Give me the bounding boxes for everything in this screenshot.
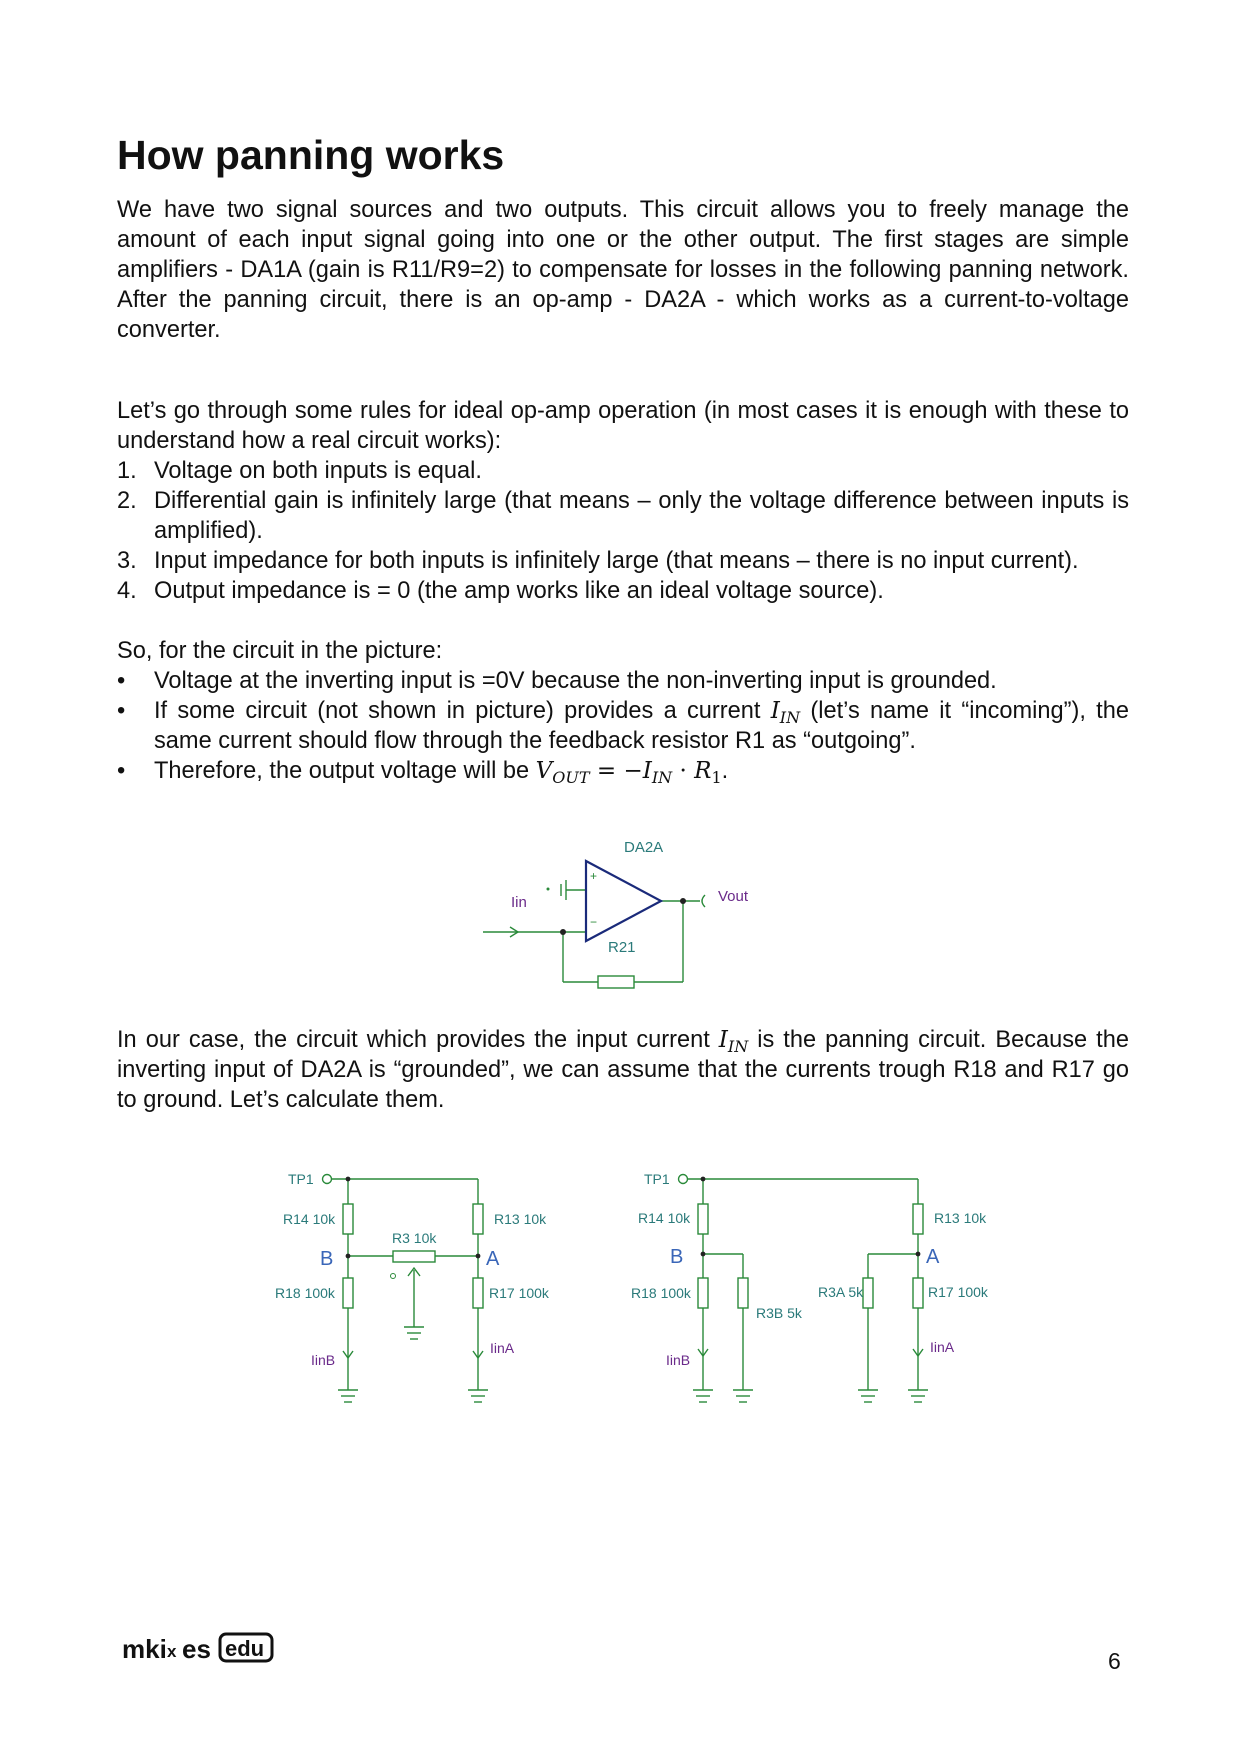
svg-text:es: es [182,1634,211,1664]
bullet-marker: • [117,758,126,784]
opamp-diagram [470,830,790,1000]
r18-label: R18 100k [275,1285,335,1301]
tp1-label: TP1 [644,1171,670,1187]
panning-circuit-split [625,1160,995,1410]
plus-sign: + [590,869,598,883]
node-a-label: A [486,1248,500,1270]
circuit-section [117,636,1129,786]
page-number: 6 [1108,1648,1121,1674]
rules-intro: Let’s go through some rules for ideal op-amp operation (in most cases it is enough with these to understand how a real circuit works): [117,398,1129,454]
output-voltage-formula: $V_{OUT} = -I_{IN} \cdot R_1$ [535,758,722,787]
page-title: How panning works [117,132,505,178]
current-symbol: $I_{IN}$ [770,698,801,727]
minus-sign: − [590,915,598,929]
panning-circuit-potentiometer [270,1160,560,1410]
bullet-list [117,666,1129,786]
r17-label: R17 100k [928,1284,988,1300]
rule-item: 3. Input impedance for both inputs is infinitely large (that means – there is no input current). [117,548,1079,574]
r3a-label: R3A 5k [818,1284,864,1300]
r3b-label: R3B 5k [756,1305,802,1321]
rules-list [117,456,1129,606]
iinb-label: IinB [311,1352,336,1368]
iina-label: IinA [930,1339,955,1355]
svg-text:x: x [167,1642,177,1661]
bullet-item: • Voltage at the inverting input is =0V because the non-inverting input is grounded. [117,668,997,694]
panning-paragraph: In our case, the circuit which provides the input current $I_{IN}$ is the panning circuit. Because the inverting input of DA2A is “grounded”, we can assume that the currents trough R18 and R17 go to ground. Let’s calculate them. [117,1027,1129,1113]
r18-label: R18 100k [631,1285,691,1301]
current-symbol: $I_{IN}$ [718,1027,749,1056]
tp1-label: TP1 [288,1171,314,1187]
r14-label: R14 10k [283,1211,336,1227]
node-b-label: B [670,1246,684,1268]
rules-section [117,396,1129,606]
bullet-item: • If some circuit (not shown in picture) provides a current $I_{IN}$ (let’s name it “incoming”), the same current should flow through the feedback resistor R1 as “outgoing”. [117,698,1129,754]
feedback-resistor-label: R21 [608,939,636,956]
input-label: Iin [511,894,527,911]
so-intro: So, for the circuit in the picture: [117,638,443,664]
iina-label: IinA [490,1340,515,1356]
mki-x-es-edu-logo [122,1628,282,1668]
rule-item: 4. Output impedance is = 0 (the amp works like an ideal voltage source). [117,578,884,604]
rule-item: 1. Voltage on both inputs is equal. [117,458,482,484]
rule-item: 2. Differential gain is infinitely large (that means – only the voltage difference between inputs is amplified). [117,488,1129,544]
opamp-label: DA2A [624,839,664,856]
svg-text:mki: mki [122,1634,167,1664]
r13-label: R13 10k [934,1210,987,1226]
r14-label: R14 10k [638,1210,691,1226]
node-b-label: B [320,1248,334,1270]
bullet-marker: • [117,668,126,694]
bullet-marker: • [117,698,126,724]
svg-text:edu: edu [225,1636,265,1661]
bullet-item: • Therefore, the output voltage will be $V_{OUT} = -I_{IN} \cdot R_1$. [117,758,729,787]
output-label: Vout [718,888,749,905]
node-a-label: A [926,1246,940,1268]
r13-label: R13 10k [494,1211,547,1227]
r3-label: R3 10k [392,1230,437,1246]
iinb-label: IinB [666,1352,691,1368]
r17-label: R17 100k [489,1285,549,1301]
intro-paragraph: We have two signal sources and two outputs. This circuit allows you to freely manage the amount of each input signal going into one or the other output. The first stages are simple amplifiers - DA1A (gain is R11/R9=2) to compensate for losses in the following panning network. After the panning circuit, there is an op-amp - DA2A - which works as a current-to-voltage converter. [117,197,1129,343]
